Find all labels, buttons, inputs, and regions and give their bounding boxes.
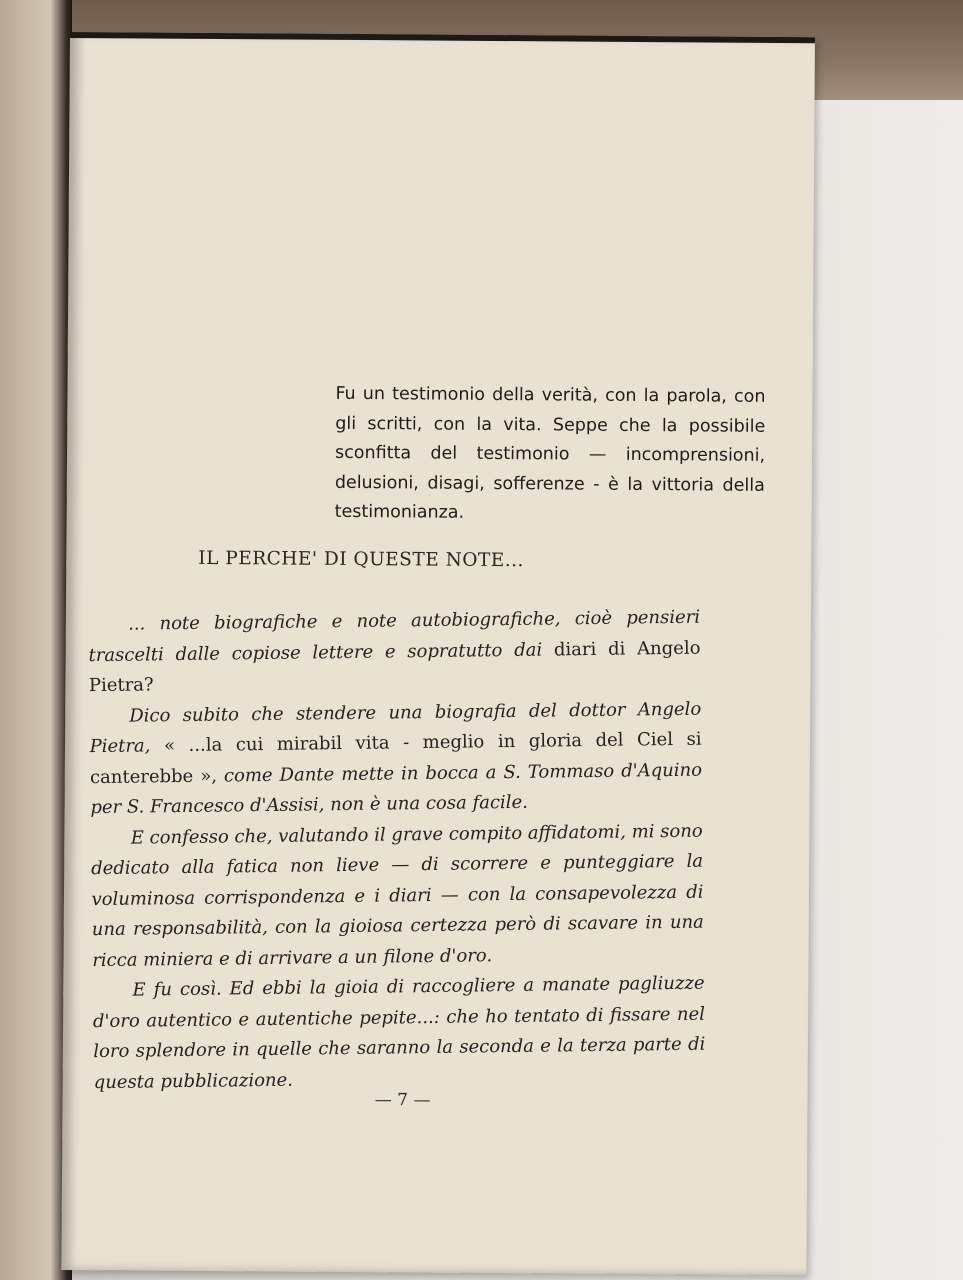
- epigraph: Fu un testimonio della verità, con la parola, con gli scritti, con la vita. Seppe che la possibile sconfitta del testimonio — incomprensioni, delusioni, disagi, sofferenze - è la vittoria della testimonianza.: [334, 383, 766, 523]
- paragraph-1-plain: diari di Angelo Pietra?: [88, 637, 701, 697]
- paragraph-1-italic: ... note biografiche e note autobiografiche, cioè pensieri trascelti dalle copiose lettere e sopratutto dai: [88, 606, 701, 666]
- paragraph-2: [89, 694, 702, 823]
- book-spine-edge: [0, 0, 72, 1280]
- section-title: IL PERCHE' DI QUESTE NOTE...: [198, 547, 525, 572]
- paragraph-2-quote: « ...la cui mirabil vita - meglio in gloria del Ciel si canterebbe »,: [89, 728, 702, 788]
- book-page: [61, 32, 815, 1275]
- paragraph-1: [88, 603, 701, 702]
- paragraph-4: E fu così. Ed ebbi la gioia di raccogliere a manate pagliuzze d'oro autentico e autentiche pepite...: che ho tentato di fissare nel loro splendore in quelle che saranno la seconda e la terza parte di questa pubblicazione.: [92, 972, 706, 1093]
- body-text: [88, 603, 706, 1098]
- paragraph-3: E confesso che, valutando il grave compito affidatomi, mi sono dedicato alla fatica non lieve — di scorrere e punteggiare la voluminosa corrispondenza e i diari — con la consapevolezza di una responsabilità, con la gioiosa certezza però di scavare in una ricca miniera e di arrivare a un filone d'oro.: [90, 820, 704, 971]
- paragraph-2-italic-b: come Dante mette in bocca a S. Tommaso d'Aquino per S. Francesco d'Assisi, non è una cosa facile.: [90, 759, 703, 819]
- paragraph-2-italic-a: Dico subito che stendere una biografia del dottor Angelo Pietra,: [89, 698, 702, 758]
- page-number: — 7 —: [374, 1090, 431, 1111]
